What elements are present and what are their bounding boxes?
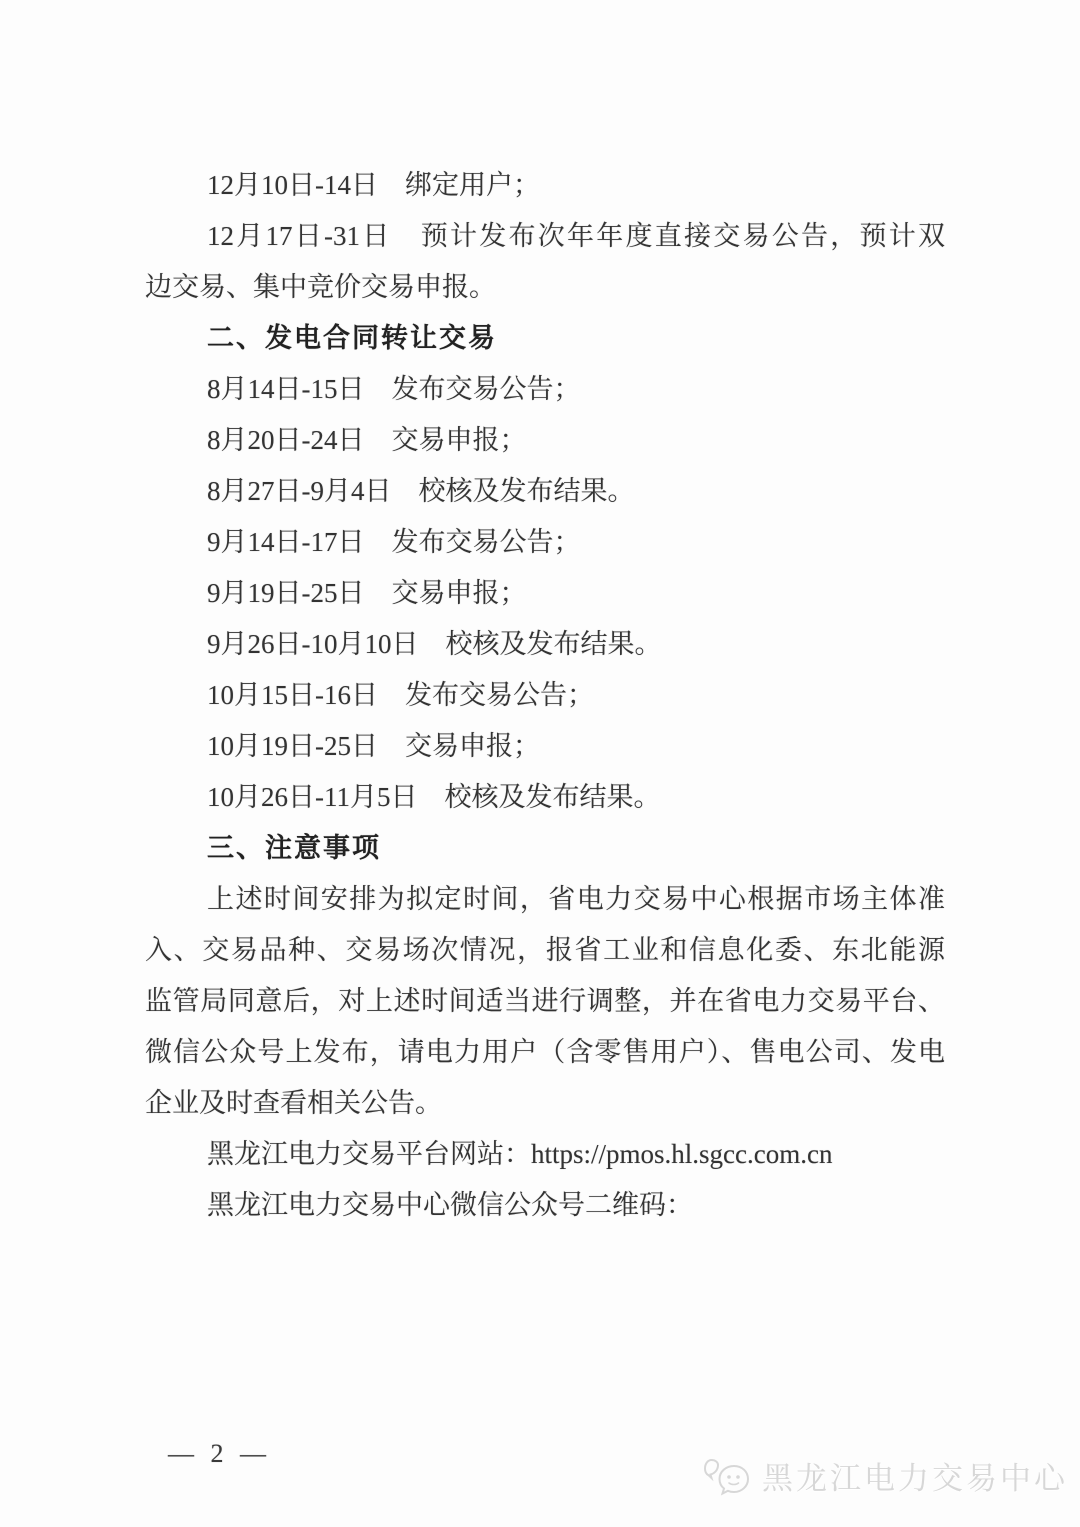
watermark-label: 黑龙江电力交易中心 xyxy=(762,1461,1068,1496)
text-line: 上述时间安排为拟定时间，省电力交易中心根据市场主体准 xyxy=(207,884,945,914)
page-number: — 2 — xyxy=(168,1439,271,1468)
text-line: 8月14日-15日 发布交易公告； xyxy=(207,374,581,404)
text-line: 入、交易品种、交易场次情况，报省工业和信息化委、东北能源 xyxy=(145,935,945,965)
text-line: 10月26日-11月5日 校核及发布结果。 xyxy=(207,782,661,812)
text-line: 10月19日-25日 交易申报； xyxy=(207,731,540,761)
text-line: 9月14日-17日 发布交易公告； xyxy=(207,527,581,557)
text-line: 边交易、集中竞价交易申报。 xyxy=(145,272,496,302)
text-line: 黑龙江电力交易中心微信公众号二维码： xyxy=(207,1190,693,1220)
section-heading: 二、发电合同转让交易 xyxy=(207,323,497,353)
text-line: 12月10日-14日 绑定用户； xyxy=(207,170,540,200)
section-heading: 三、注意事项 xyxy=(207,833,381,863)
text-line: 8月27日-9月4日 校核及发布结果。 xyxy=(207,476,635,506)
wechat-icon xyxy=(704,1457,754,1501)
watermark xyxy=(704,1455,1068,1503)
text-line: 10月15日-16日 发布交易公告； xyxy=(207,680,594,710)
text-line: 监管局同意后，对上述时间适当进行调整，并在省电力交易平台、 xyxy=(145,986,945,1016)
text-line: 企业及时查看相关公告。 xyxy=(145,1088,442,1118)
text-line: 9月26日-10月10日 校核及发布结果。 xyxy=(207,629,662,659)
text-line: 黑龙江电力交易平台网站：https://pmos.hl.sgcc.com.cn xyxy=(207,1139,833,1169)
text-line: 12月17日-31日 预计发布次年年度直接交易公告，预计双 xyxy=(207,221,945,251)
text-line: 8月20日-24日 交易申报； xyxy=(207,425,527,455)
text-line: 9月19日-25日 交易申报； xyxy=(207,578,527,608)
document-body xyxy=(145,160,945,1231)
text-line: 微信公众号上发布，请电力用户（含零售用户）、售电公司、发电 xyxy=(145,1037,945,1067)
